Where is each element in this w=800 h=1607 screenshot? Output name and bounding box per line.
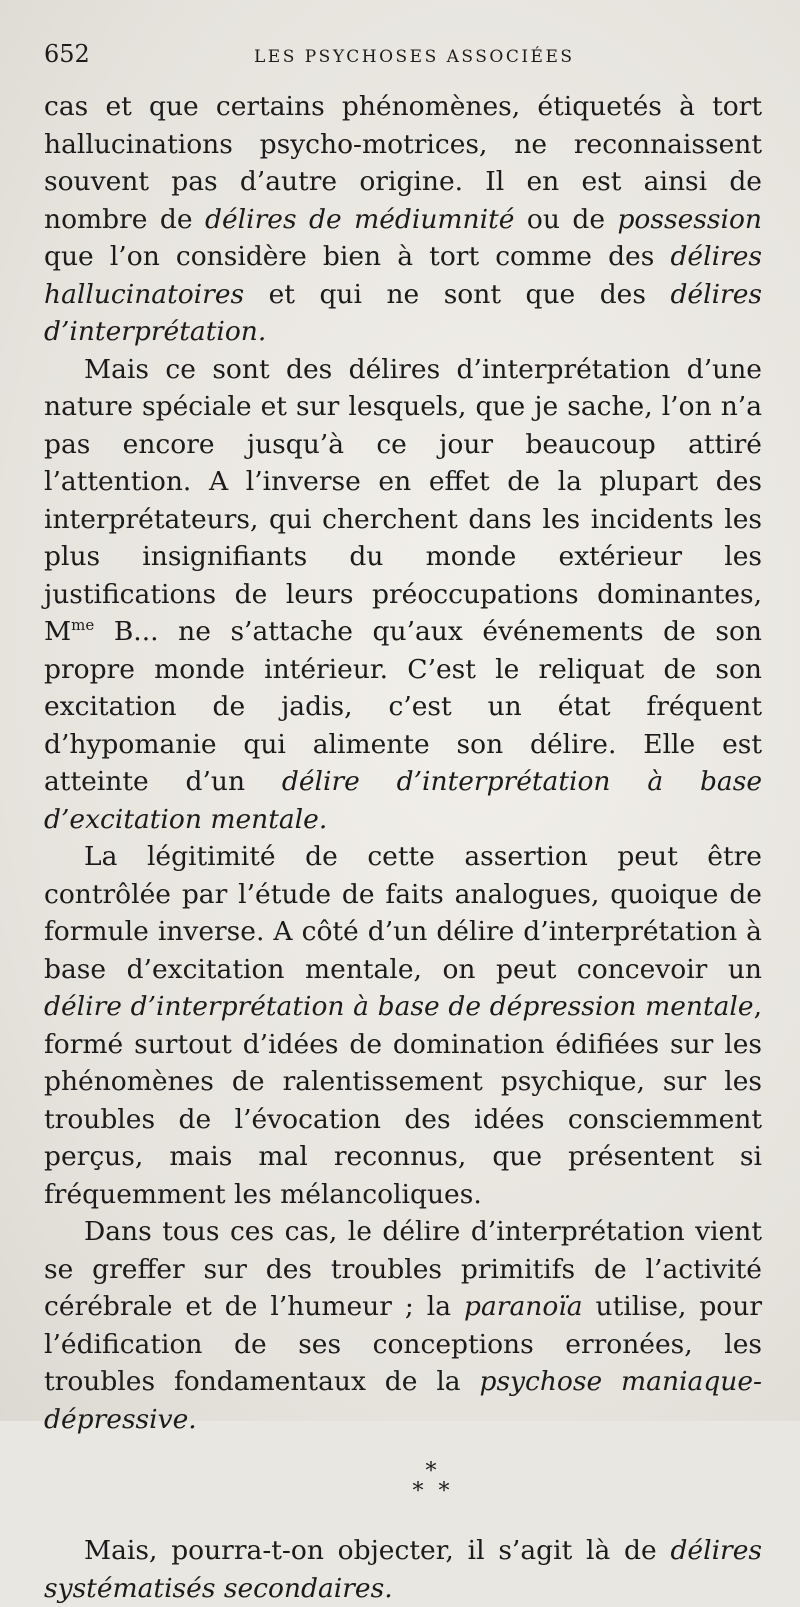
italic-text: délires d’interprétation. bbox=[44, 278, 762, 347]
asterism-top: * bbox=[425, 1459, 441, 1484]
paragraph-4 bbox=[44, 1213, 762, 1438]
asterism-divider bbox=[44, 1459, 762, 1504]
text-run: cas et que certains phénomènes, étiquetés à tort hallucinations psycho-motrices, ne reconnaissent souvent pas d’autre origine. Il en est ainsi de nombre de bbox=[44, 91, 762, 235]
italic-text: délires hallucinatoires bbox=[44, 241, 762, 310]
text-run: B... ne s’attache qu’aux événements de son propre monde intérieur. C’est le reliquat de son excitation de jadis, c’est un état fréquent d’hypomanie qui alimente son délire. Elle est atteinte d’un bbox=[44, 616, 762, 797]
page-number: 652 bbox=[44, 40, 90, 68]
text-run: utilise, pour l’édification de ses conceptions erronées, les troubles fondamentaux de la bbox=[44, 1291, 762, 1397]
text-run: Mais ce sont des délires d’interprétation d’une nature spéciale et sur lesquels, que je sache, l’on n’a pas encore jusqu’à ce jour beaucoup attiré l’attention. A l’inverse en effet de la plupart des interprétateurs, qui cherchent dans les incidents les plus insignifiants du monde extérieur les justifications de leurs préoccupations dominantes, M bbox=[44, 353, 762, 647]
text-run: que l’on considère bien à tort comme des bbox=[44, 241, 671, 272]
text-run: Dans tous ces cas, le délire d’interprétation vient se greffer sur des troubles primitifs de l’activité cérébrale et de l’humeur ; la bbox=[44, 1216, 762, 1322]
paragraph-3 bbox=[44, 838, 762, 1213]
italic-text: psychose maniaque-dépressive. bbox=[44, 1366, 762, 1435]
italic-text: paranoïa bbox=[464, 1291, 583, 1322]
italic-text: délires de médiumnité bbox=[205, 203, 515, 235]
text-run: ou de bbox=[514, 203, 618, 235]
page-header bbox=[44, 40, 762, 84]
text-run: , formé surtout d’idées de domination édifiées sur les phénomènes de ralentissement psychique, sur les troubles de l’évocation des idées consciemment perçus, mais mal reconnus, que présentent si fréquemment les mélancoliques. bbox=[44, 991, 762, 1210]
italic-text: délire d’interprétation à base d’excitation mentale. bbox=[44, 766, 762, 835]
text-run: Mais, pourra-t-on objecter, il s’agit là de bbox=[84, 1535, 671, 1566]
paragraph-1 bbox=[44, 88, 762, 351]
paragraph-list bbox=[44, 88, 762, 1438]
closing-paragraph bbox=[44, 1532, 762, 1607]
text-run: La légitimité de cette assertion peut être contrôlée par l’étude de faits analogues, quoique de formule inverse. A côté d’un délire d’interprétation à base d’excitation mentale, on peut concevoir un bbox=[44, 841, 762, 985]
italic-text: possession bbox=[617, 203, 762, 235]
running-title: LES PSYCHOSES ASSOCIÉES bbox=[254, 47, 575, 67]
italic-text: délires systématisés secondaires. bbox=[44, 1535, 762, 1604]
body-text bbox=[44, 88, 762, 1607]
asterism-bottom: * * bbox=[412, 1479, 454, 1504]
text-run: et qui ne sont que des bbox=[244, 278, 671, 310]
superscript: me bbox=[71, 616, 95, 635]
paragraph-2 bbox=[44, 351, 762, 839]
italic-text: délire d’interprétation à base de dépression mentale bbox=[44, 991, 754, 1022]
closing-paragraph-container bbox=[44, 1532, 762, 1607]
